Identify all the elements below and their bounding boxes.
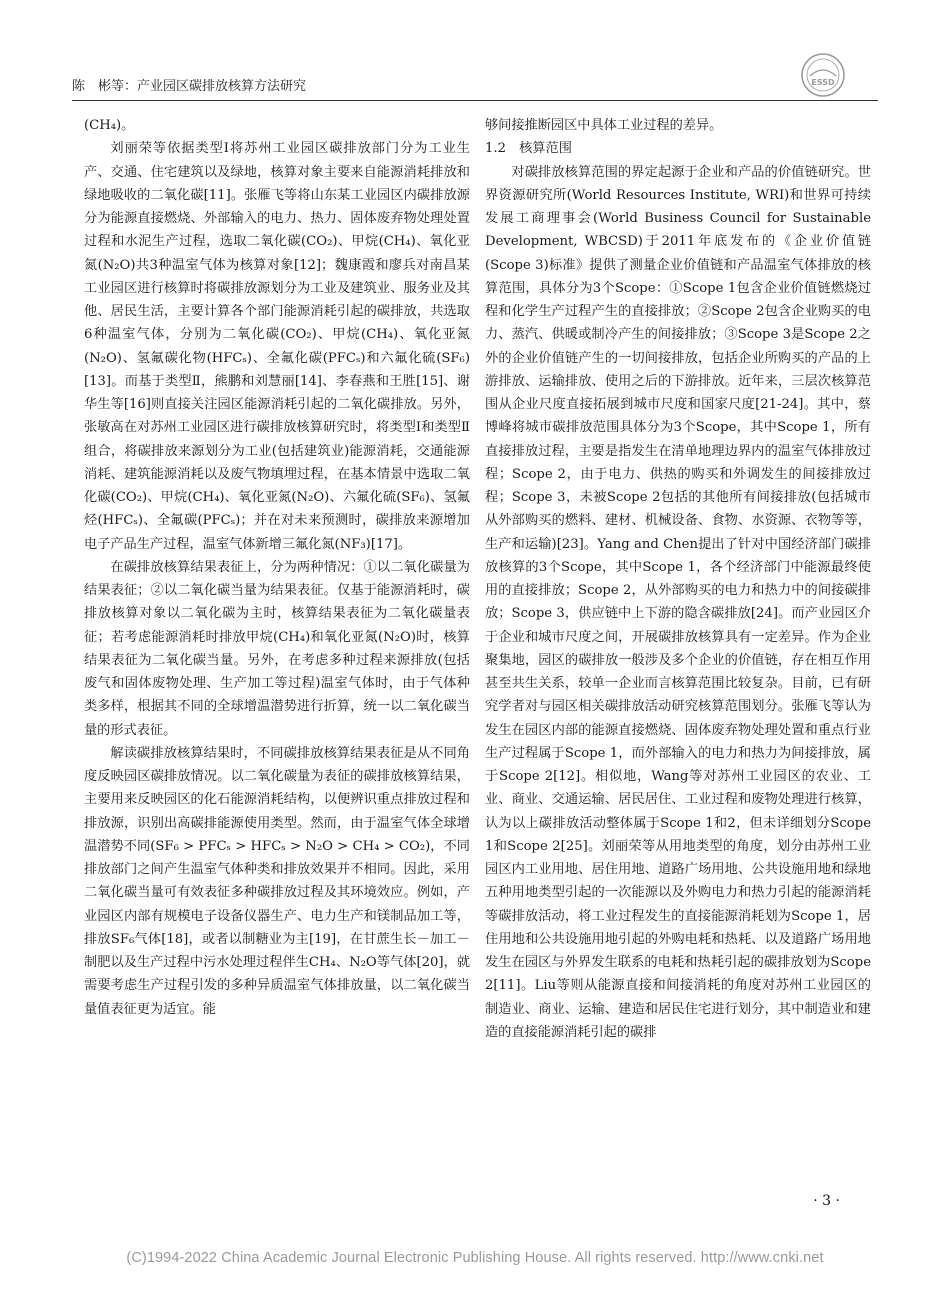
paragraph: 解读碳排放核算结果时，不同碳排放核算结果表征是从不同角度反映园区碳排放情况。以二氧化碳量为表征的碳排放核算结果，主要用来反映园区的化石能源消耗结构，以便辨识重点排放过程和排放源，识别出高碳排能源使用类型。然而，由于温室气体全球增温潜势不同(SF₆ > PFCₛ > HFCₛ > N₂O > CH₄ > CO₂)，不同排放部门之间产生温室气体种类和排放效果并不相同。因此，采用二氧化碳当量可有效表征多种碳排放过程及其环境效应。例如，产业园区内部有规模电子设备仪器生产、电力生产和镁制品加工等，排放SF₆气体[18]，或者以制糖业为主[19]，在甘蔗生长－加工－制肥以及生产过程中污水处理过程伴生CH₄、N₂O等气体[20]，就需要考虑生产过程引发的多种异质温室气体排放量，以二氧化碳当量值表征更为适宜。能 bbox=[84, 745, 470, 1017]
header-rule bbox=[72, 100, 878, 101]
paragraph: 够间接推断园区中具体工业过程的差异。 bbox=[485, 118, 723, 133]
left-column bbox=[84, 114, 470, 1021]
paragraph: 在碳排放核算结果表征上，分为两种情况：①以二氧化碳量为结果表征；②以二氧化碳当量为结果表征。仅基于能源消耗时，碳排放核算对象以二氧化碳为主时，核算结果表征为二氧化碳量表征；若考虑能源消耗时排放甲烷(CH₄)和氧化亚氮(N₂O)时，核算结果表征为二氧化碳当量。另外，在考虑多种过程来源排放(包括废气和固体废物处理、生产加工等过程)温室气体时，由于气体种类多样，根据其不同的全球增温潜势进行折算，统一以二氧化碳当量的形式表征。 bbox=[84, 559, 470, 738]
page-number: · 3 · bbox=[813, 1193, 840, 1209]
running-header: 陈 彬等：产业园区碳排放核算方法研究 bbox=[72, 79, 307, 94]
right-column bbox=[485, 114, 871, 1044]
paragraph: 刘丽荣等依据类型Ⅰ将苏州工业园区碳排放部门分为工业生产、交通、住宅建筑以及绿地，核算对象主要来自能源消耗排放和绿地吸收的二氧化碳[11]。张雁飞等将山东某工业园区内碳排放源分为能源直接燃烧、外部输入的电力、热力、固体废弃物处理处置过程和水泥生产过程，选取二氧化碳(CO₂)、甲烷(CH₄)、氧化亚氮(N₂O)共3种温室气体为核算对象[12]；魏康霞和廖兵对南昌某工业园区进行核算时将碳排放源划分为工业及建筑业、服务业及其他、居民生活，主要计算各个部门能源消耗引起的碳排放，共选取6种温室气体，分别为二氧化碳(CO₂)、甲烷(CH₄)、氧化亚氮(N₂O)、氢氟碳化物(HFCₛ)、全氟化碳(PFCₛ)和六氟化硫(SF₆)[13]。而基于类型Ⅱ，熊鹏和刘慧丽[14]、李春燕和王胜[15]、谢华生等[16]则直接关注园区能源消耗引起的二氧化碳排放。另外，张敏高在对苏州工业园区进行碳排放核算研究时，将类型Ⅰ和类型Ⅱ组合，将碳排放来源划分为工业(包括建筑业)能源消耗，交通能源消耗、建筑能源消耗以及废气物填埋过程，在基本情景中选取二氧化碳(CO₂)、甲烷(CH₄)、氧化亚氮(N₂O)、六氟化硫(SF₆)、氢氟烃(HFCₛ)、全氟碳(PFCₛ)；并在对未来预测时，碳排放来源增加电子产品生产过程，温室气体新增三氟化氮(NF₃)[17]。 bbox=[84, 141, 470, 552]
paragraph: (CH₄)。 bbox=[84, 118, 135, 133]
paragraph: 对碳排放核算范围的界定起源于企业和产品的价值链研究。世界资源研究所(World Resources Institute, WRI)和世界可持续发展工商理事会(World Business Council for Sustainable Development, WBCSD)于2011年底发布的《企业价值链(Scope 3)标准》提供了测量企业价值链和产品温室气体排放的核算范围，具体分为3个Scope：①Scope 1包含企业价值链燃烧过程和化学生产过程产生的直接排放；②Scope 2包含企业购买的电力、蒸汽、供暖或制冷产生的间接排放；③Scope 3是Scope 2之外的企业价值链产生的一切间接排放，包括企业所购买的产品的上游排放、运输排放、使用之后的下游排放。近年来，三层次核算范围从企业尺度直接拓展到城市尺度和国家尺度[21-24]。其中，蔡博峰将城市碳排放范围具体分为3个Scope，其中Scope 1，所有直接排放过程，主要是指发生在清单地理边界内的温室气体排放过程；Scope 2，由于电力、供热的购买和外调发生的间接排放过程；Scope 3，未被Scope 2包括的其他所有间接排放(包括城市从外部购买的燃料、建材、机械设备、食物、水资源、衣物等等，生产和运输)[23]。Yang and Chen提出了针对中国经济部门碳排放核算的3个Scope，其中Scope 1，各个经济部门中能源最终使用的直接排放；Scope 2，从外部购买的电力和热力中的间接碳排放；Scope 3，供应链中上下游的隐含碳排放[24]。而产业园区介于企业和城市尺度之间，开展碳排放核算具有一定差异。作为企业聚集地，园区的碳排放一般涉及多个企业的价值链，存在相互作用甚至共生关系，较单一企业而言核算范围比较复杂。目前，已有研究学者对与园区相关碳排放活动研究核算范围划分。张雁飞等认为发生在园区内部的能源直接燃烧、固体废弃物处理处置和重点行业生产过程属于Scope 1，而外部输入的电力和热力为间接排放，属于Scope 2[12]。相似地，Wang等对苏州工业园区的农业、工业、商业、交通运输、居民居住、工业过程和废物处理进行核算，认为以上碳排放活动整体属于Scope 1和2，但未详细划分Scope 1和Scope 2[25]。刘丽荣等从用地类型的角度，划分由苏州工业园区内工业用地、居住用地、道路广场用地、公共设施用地和绿地五种用地类型引起的一次能源以及外购电力和热力引起的能源消耗等碳排放活动，将工业过程发生的直接能源消耗划为Scope 1，居住用地和公共设施用地引起的外购电耗和热耗、以及道路广场用地发生在园区与外界发生联系的电耗和热耗引起的碳排放划为Scope 2[11]。Liu等则从能源直接和间接消耗的角度对苏州工业园区的制造业、商业、运输、建造和居民住宅进行划分，其中制造业和建造的直接能源消耗引起的碳排 bbox=[485, 164, 871, 1040]
copyright-footer: (C)1994-2022 China Academic Journal Electronic Publishing House. All rights reserved. http://www.cnki.net bbox=[126, 1250, 824, 1266]
logo-text: ESSD bbox=[811, 78, 835, 87]
section-heading: 1.2 核算范围 bbox=[485, 141, 572, 157]
journal-logo bbox=[800, 52, 846, 98]
